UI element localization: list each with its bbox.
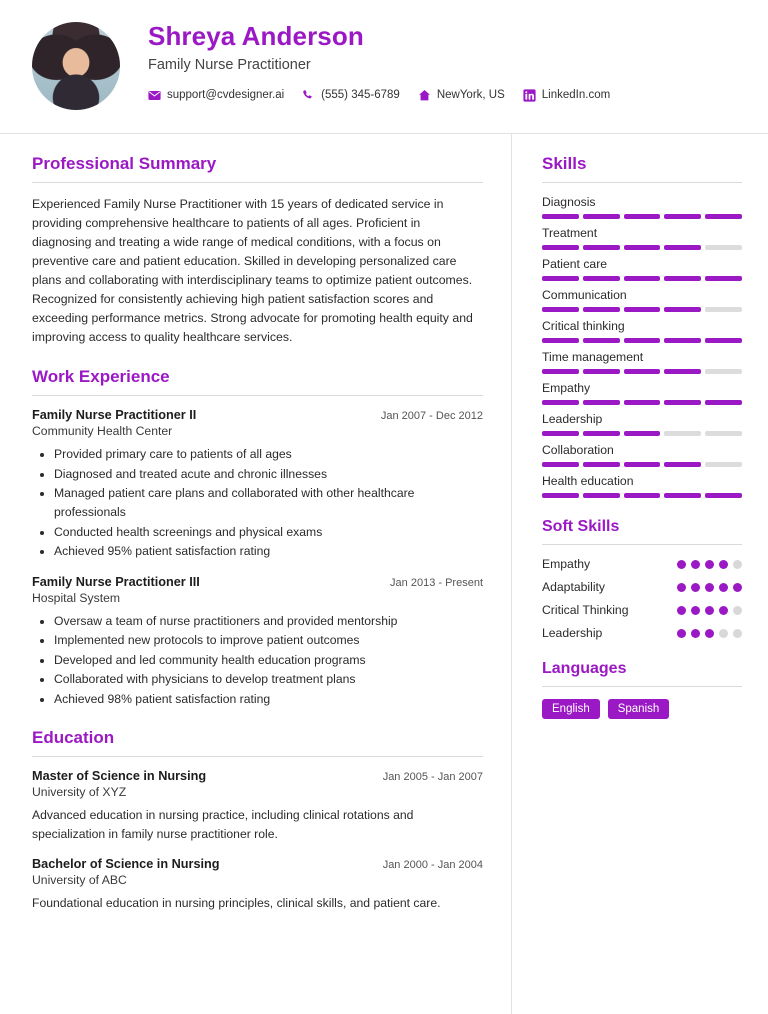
- rating-dot: [733, 560, 742, 569]
- skill-row: [542, 443, 742, 467]
- skill-bar: [542, 245, 742, 250]
- skill-segment: [542, 400, 579, 405]
- skill-segment: [583, 214, 620, 219]
- rating-dot: [705, 583, 714, 592]
- education-entry: [32, 769, 483, 843]
- skills-list: [542, 195, 742, 498]
- skill-label: Diagnosis: [542, 195, 596, 209]
- education-entry-head: [32, 857, 483, 871]
- education-entry: [32, 857, 483, 912]
- divider: [32, 395, 483, 396]
- skill-row: [542, 319, 742, 343]
- skill-bar: [542, 338, 742, 343]
- skill-segment: [583, 431, 620, 436]
- skill-segment: [583, 462, 620, 467]
- skill-label: Treatment: [542, 226, 598, 240]
- soft-skill-label: Leadership: [542, 626, 603, 640]
- section-languages: [542, 660, 742, 719]
- skill-segment: [705, 276, 742, 281]
- divider: [542, 686, 742, 687]
- skill-segment: [542, 214, 579, 219]
- resume-body: [0, 134, 768, 1014]
- skill-segment: [624, 493, 661, 498]
- work-bullets: [32, 445, 483, 560]
- skill-segment: [583, 493, 620, 498]
- work-date: Jan 2013 - Present: [390, 576, 483, 589]
- skill-segment: [664, 369, 701, 374]
- skill-label: Health education: [542, 474, 634, 488]
- skill-row: [542, 226, 742, 250]
- rating-dot: [691, 629, 700, 638]
- list-item: • Provided primary care to patients of all ages: [54, 445, 483, 464]
- section-title-skills: Skills: [542, 154, 587, 173]
- skill-segment: [664, 493, 701, 498]
- work-entry: [32, 575, 483, 709]
- phone-icon: [302, 89, 315, 102]
- rating-dot: [691, 606, 700, 615]
- skill-segment: [624, 307, 661, 312]
- contact-location[interactable]: [418, 89, 505, 102]
- avatar-photo: [32, 22, 120, 110]
- skill-segment: [542, 462, 579, 467]
- skill-row: [542, 474, 742, 498]
- skill-row: [542, 350, 742, 374]
- skill-bar: [542, 214, 742, 219]
- list-item: • Managed patient care plans and collaborated with other healthcare professionals: [54, 484, 483, 521]
- work-entry-head: [32, 408, 483, 422]
- skill-segment: [583, 338, 620, 343]
- skill-segment: [583, 400, 620, 405]
- list-item: • Collaborated with physicians to develop treatment plans: [54, 670, 483, 689]
- skill-segment: [624, 431, 661, 436]
- header-main: [148, 18, 740, 102]
- skill-segment: [664, 245, 701, 250]
- skill-segment: [664, 462, 701, 467]
- soft-skill-rating: [677, 560, 742, 569]
- language-chip: Spanish: [608, 699, 670, 719]
- skill-segment: [705, 338, 742, 343]
- contact-email[interactable]: [148, 89, 284, 102]
- rating-dot: [719, 583, 728, 592]
- skill-label: Communication: [542, 288, 627, 302]
- rating-dot: [733, 629, 742, 638]
- skill-segment: [664, 400, 701, 405]
- skill-row: [542, 381, 742, 405]
- soft-skills-list: [542, 557, 742, 640]
- rating-dot: [677, 606, 686, 615]
- skill-segment: [705, 462, 742, 467]
- skill-segment: [624, 245, 661, 250]
- soft-skill-rating: [677, 629, 742, 638]
- skill-label: Collaboration: [542, 443, 614, 457]
- education-school: University of ABC: [32, 872, 127, 887]
- skill-segment: [664, 276, 701, 281]
- skill-segment: [664, 307, 701, 312]
- rating-dot: [719, 606, 728, 615]
- language-chip: English: [542, 699, 600, 719]
- soft-skill-label: Adaptability: [542, 580, 606, 594]
- skill-segment: [705, 214, 742, 219]
- skill-segment: [705, 307, 742, 312]
- contact-linkedin-text: LinkedIn.com: [541, 89, 611, 102]
- divider: [32, 756, 483, 757]
- skill-bar: [542, 400, 742, 405]
- languages-list: [542, 699, 742, 719]
- skill-segment: [624, 369, 661, 374]
- list-item: • Achieved 98% patient satisfaction rating: [54, 690, 483, 709]
- resume-header: [0, 0, 768, 134]
- skill-segment: [542, 276, 579, 281]
- skill-label: Leadership: [542, 412, 603, 426]
- skill-row: [542, 257, 742, 281]
- work-date: Jan 2007 - Dec 2012: [380, 410, 483, 423]
- education-date: Jan 2005 - Jan 2007: [382, 771, 483, 784]
- education-degree: Master of Science in Nursing: [32, 769, 207, 784]
- list-item: • Implemented new protocols to improve patient outcomes: [54, 631, 483, 650]
- rating-dot: [733, 583, 742, 592]
- skill-segment: [705, 245, 742, 250]
- divider: [542, 544, 742, 545]
- divider: [32, 182, 483, 183]
- section-title-languages: Languages: [542, 660, 627, 677]
- skill-segment: [583, 276, 620, 281]
- skill-label: Patient care: [542, 257, 608, 271]
- skill-segment: [542, 245, 579, 250]
- work-role: Family Nurse Practitioner III: [32, 574, 200, 589]
- skill-segment: [624, 214, 661, 219]
- skill-bar: [542, 276, 742, 281]
- rating-dot: [719, 560, 728, 569]
- skill-segment: [542, 307, 579, 312]
- section-title-summary: Professional Summary: [32, 154, 217, 173]
- summary-text: Experienced Family Nurse Practitioner with 15 years of dedicated service in providing comprehensive healthcare to patients of all ages. Proficient in diagnosing and treating a wide range of medical conditions, with a focus on preventive care and patient education. Skilled in developing personalized care plans and collaborating with interdisciplinary teams to optimize patient outcomes. Recognized for consistently achieving high patient satisfaction scores and exceeding performance metrics. Strong advocate for promoting health equity and improving access to quality healthcare services.: [32, 197, 473, 345]
- skill-segment: [542, 338, 579, 343]
- divider: [542, 182, 742, 183]
- location-icon: [418, 89, 431, 102]
- section-title-education: Education: [32, 728, 115, 748]
- section-soft-skills: [542, 518, 742, 640]
- linkedin-icon: [523, 89, 536, 102]
- education-desc: Foundational education in nursing principles, clinical skills, and patient care.: [32, 895, 441, 910]
- skill-label: Critical thinking: [542, 319, 625, 333]
- section-professional-summary: [32, 154, 483, 347]
- skill-segment: [705, 400, 742, 405]
- contact-linkedin[interactable]: [523, 89, 610, 102]
- skill-row: [542, 412, 742, 436]
- skill-segment: [583, 245, 620, 250]
- rating-dot: [691, 583, 700, 592]
- soft-skill-row: [542, 626, 742, 640]
- work-bullets: [32, 612, 483, 709]
- section-title-work: Work Experience: [32, 367, 170, 387]
- skill-segment: [664, 338, 701, 343]
- skill-bar: [542, 307, 742, 312]
- contact-phone[interactable]: [302, 89, 400, 102]
- avatar: [32, 22, 120, 110]
- rating-dot: [705, 606, 714, 615]
- skill-segment: [542, 369, 579, 374]
- main-column: [0, 134, 512, 1014]
- skill-bar: [542, 431, 742, 436]
- skill-segment: [583, 307, 620, 312]
- skill-segment: [705, 431, 742, 436]
- list-item: • Conducted health screenings and physical exams: [54, 523, 483, 542]
- work-org: Community Health Center: [32, 424, 173, 439]
- rating-dot: [677, 629, 686, 638]
- skill-bar: [542, 462, 742, 467]
- skill-label: Time management: [542, 350, 644, 364]
- section-work-experience: [32, 367, 483, 708]
- work-entry: [32, 408, 483, 560]
- section-education: [32, 728, 483, 912]
- skill-label: Empathy: [542, 381, 591, 395]
- skill-segment: [624, 462, 661, 467]
- work-entry-head: [32, 575, 483, 589]
- list-item: • Oversaw a team of nurse practitioners and provided mentorship: [54, 612, 483, 631]
- rating-dot: [677, 560, 686, 569]
- skill-segment: [624, 338, 661, 343]
- page-title: Shreya Anderson: [148, 21, 364, 51]
- rating-dot: [691, 560, 700, 569]
- section-skills: [542, 154, 742, 498]
- work-role: Family Nurse Practitioner II: [32, 408, 197, 423]
- soft-skill-row: [542, 580, 742, 594]
- education-school: University of XYZ: [32, 785, 127, 800]
- rating-dot: [677, 583, 686, 592]
- education-date: Jan 2000 - Jan 2004: [382, 858, 483, 871]
- skill-segment: [542, 493, 579, 498]
- skill-row: [542, 195, 742, 219]
- skill-segment: [624, 276, 661, 281]
- email-icon: [148, 89, 161, 102]
- skill-segment: [542, 431, 579, 436]
- skill-segment: [583, 369, 620, 374]
- skill-bar: [542, 369, 742, 374]
- soft-skill-row: [542, 557, 742, 571]
- skill-bar: [542, 493, 742, 498]
- contact-location-text: NewYork, US: [436, 89, 505, 102]
- list-item: • Diagnosed and treated acute and chronic illnesses: [54, 465, 483, 484]
- rating-dot: [719, 629, 728, 638]
- section-title-soft-skills: Soft Skills: [542, 518, 620, 535]
- contact-phone-text: (555) 345-6789: [321, 89, 400, 102]
- skill-segment: [664, 431, 701, 436]
- list-item: • Achieved 95% patient satisfaction rating: [54, 542, 483, 561]
- rating-dot: [705, 629, 714, 638]
- skill-segment: [705, 493, 742, 498]
- soft-skill-rating: [677, 583, 742, 592]
- sidebar-column: [512, 134, 768, 1014]
- job-title: Family Nurse Practitioner: [148, 56, 311, 73]
- soft-skill-row: [542, 603, 742, 617]
- education-desc: Advanced education in nursing practice, including clinical rotations and specialization in family nurse practitioner role.: [32, 808, 414, 841]
- soft-skill-rating: [677, 606, 742, 615]
- education-degree: Bachelor of Science in Nursing: [32, 856, 220, 871]
- work-org: Hospital System: [32, 590, 121, 605]
- rating-dot: [705, 560, 714, 569]
- contact-row: [148, 89, 740, 102]
- contact-email-text: support@cvdesigner.ai: [167, 89, 285, 102]
- skill-segment: [624, 400, 661, 405]
- list-item: • Developed and led community health education programs: [54, 651, 483, 670]
- education-entry-head: [32, 769, 483, 783]
- soft-skill-label: Critical Thinking: [542, 603, 629, 617]
- skill-row: [542, 288, 742, 312]
- rating-dot: [733, 606, 742, 615]
- soft-skill-label: Empathy: [542, 557, 591, 571]
- skill-segment: [705, 369, 742, 374]
- skill-segment: [664, 214, 701, 219]
